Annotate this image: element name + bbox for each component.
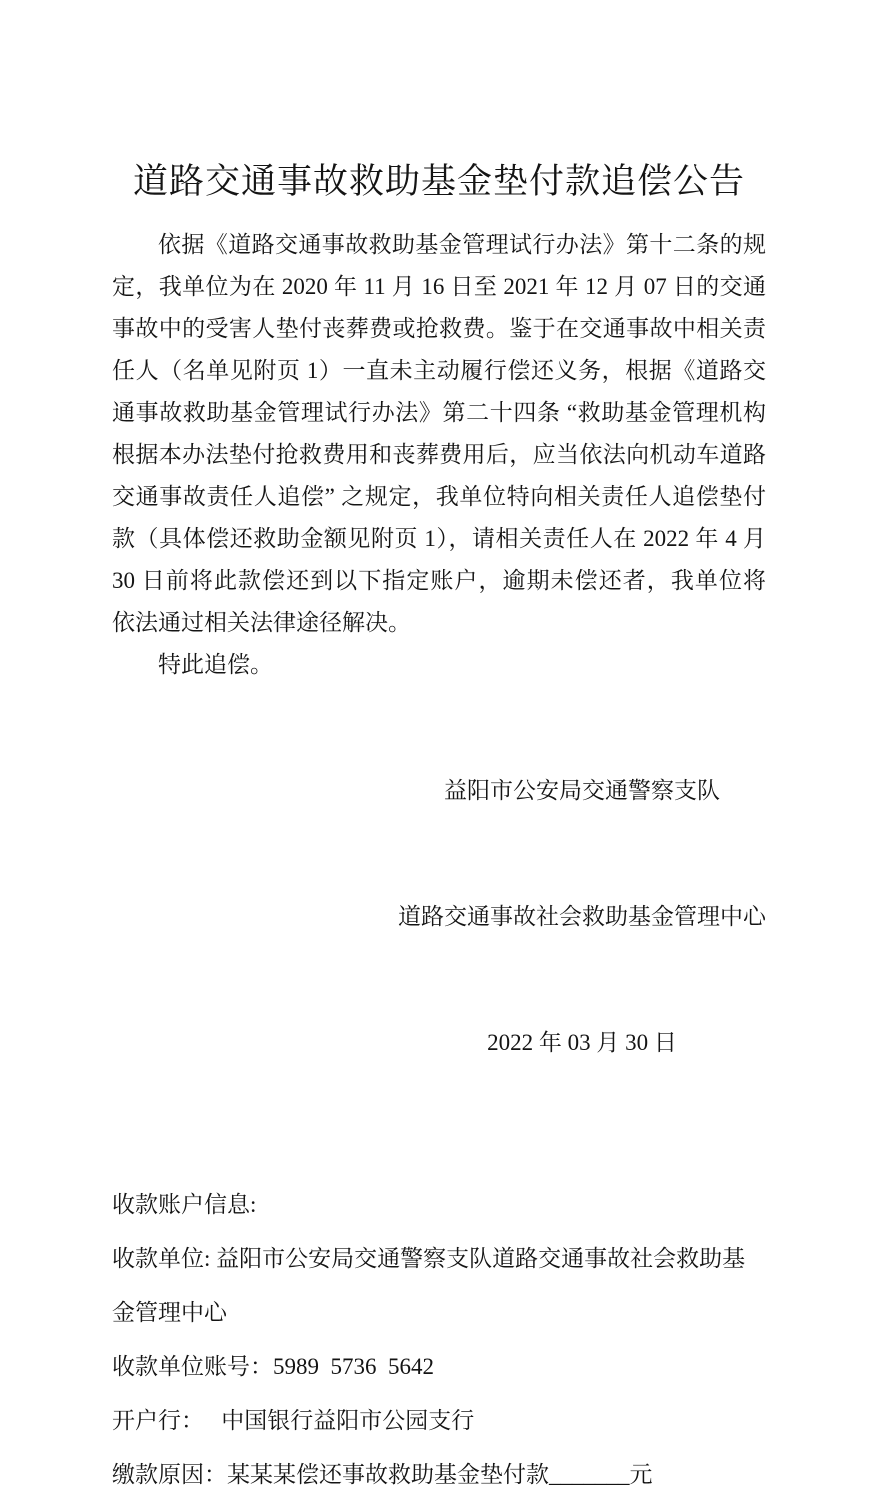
signature-org-line1: 益阳市公安局交通警察支队: [444, 778, 720, 803]
bank-branch-line: 开户行： 中国银行益阳市公园支行: [112, 1408, 475, 1433]
body-line: 通事故救助基金管理试行办法》第二十四条 “救助基金管理机构: [112, 400, 766, 425]
account-info-block: [112, 1178, 766, 1502]
body-line: 款（具体偿还救助金额见附页 1），请相关责任人在 2022 年 4 月: [112, 526, 766, 551]
document-title: 道路交通事故救助基金垫付款追偿公告: [132, 162, 745, 201]
body-line: 根据本办法垫付抢救费用和丧葬费用后，应当依法向机动车道路: [112, 442, 766, 467]
body-line: 依法通过相关法律途径解决。: [112, 610, 411, 635]
account-info-heading: 收款账户信息:: [112, 1192, 257, 1217]
body-line: 定，我单位为在 2020 年 11 月 16 日至 2021 年 12 月 07 日的交通: [112, 274, 766, 299]
payment-reason-line: 缴款原因：某某某偿还事故救助基金垫付款_______元: [112, 1462, 653, 1487]
body-line: 任人（名单见附页 1）一直未主动履行偿还义务，根据《道路交: [112, 358, 766, 383]
body-line: 30 日前将此款偿还到以下指定账户，逾期未偿还者，我单位将: [112, 568, 766, 593]
account-number-line: 收款单位账号：5989 5736 5642: [112, 1354, 434, 1379]
body-paragraph: [112, 224, 766, 644]
body-line: 交通事故责任人追偿” 之规定，我单位特向相关责任人追偿垫付: [112, 484, 766, 509]
closing-statement: 特此追偿。: [158, 652, 273, 677]
body-line: 依据《道路交通事故救助基金管理试行办法》第十二条的规: [158, 232, 766, 257]
signature-block: [398, 686, 766, 1148]
payee-name-line1: 收款单位: 益阳市公安局交通警察支队道路交通事故社会救助基: [112, 1246, 746, 1271]
signature-date: 2022 年 03 月 30 日: [487, 1030, 677, 1055]
signature-org-line2: 道路交通事故社会救助基金管理中心: [398, 904, 766, 929]
payee-name-line2: 金管理中心: [112, 1300, 227, 1325]
body-line: 事故中的受害人垫付丧葬费或抢救费。鉴于在交通事故中相关责: [112, 316, 766, 341]
